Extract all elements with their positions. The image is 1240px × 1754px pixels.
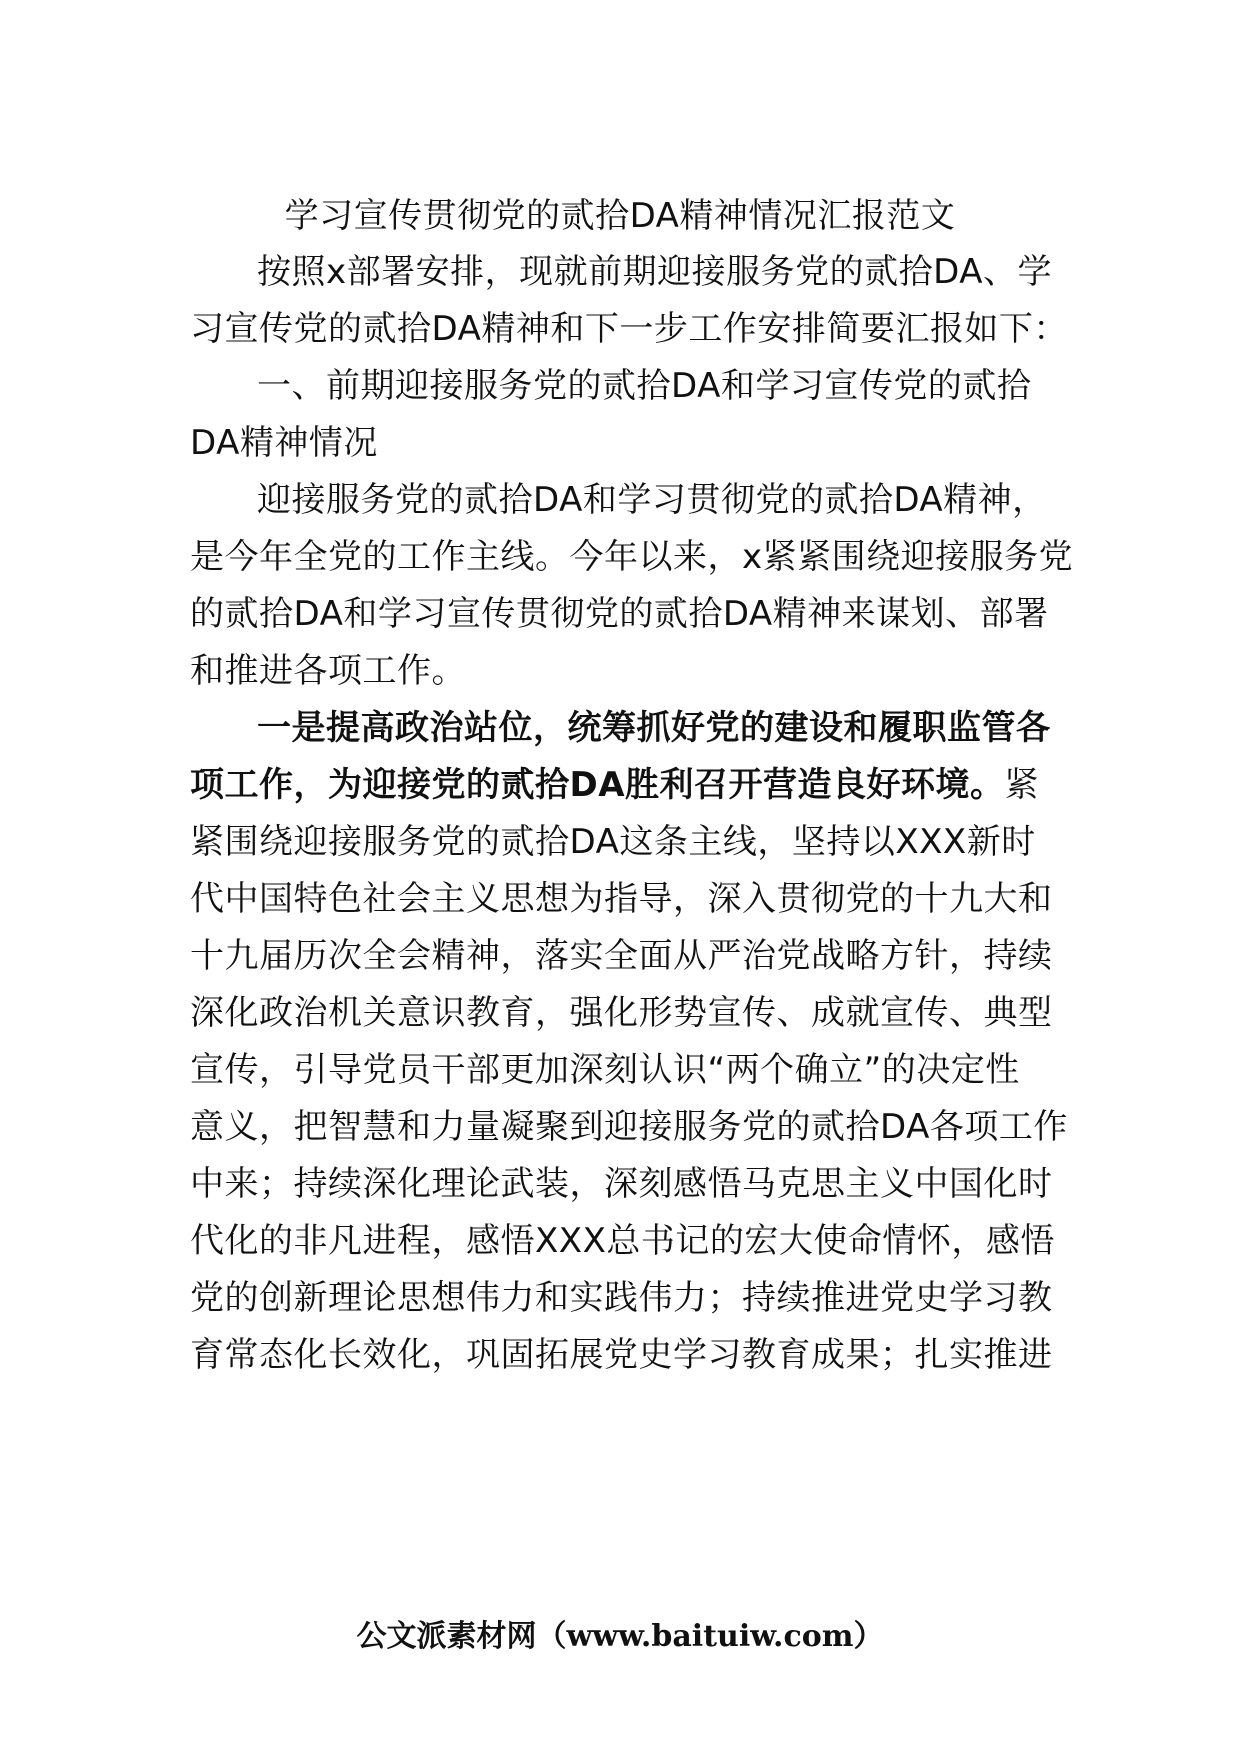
paragraph-line-14: 代化的非凡进程，感悟XXX总书记的宏大使命情怀，感悟 <box>190 1221 1055 1261</box>
footer-watermark: 公文派素材网（www.baituiw.com） <box>356 1619 884 1654</box>
paragraph-line-3: 迎接服务党的贰拾DA和学习贯彻党的贰拾DA精神， <box>257 480 1047 520</box>
normal-continuation: 紧 <box>1004 765 1040 805</box>
paragraph-line-1: 按照x部署安排，现就前期迎接服务党的贰拾DA、学 <box>257 252 1052 292</box>
paragraph-line-4: 是今年全党的工作主线。今年以来，x紧紧围绕迎接服务党 <box>190 537 1074 577</box>
paragraph-line-2: 习宣传党的贰拾DA精神和下一步工作安排简要汇报如下： <box>190 309 1068 349</box>
paragraph-line-15: 党的创新理论思想伟力和实践伟力；持续推进党史学习教 <box>190 1278 1053 1318</box>
document-title: 学习宣传贯彻党的贰拾DA精神情况汇报范文 <box>284 196 956 236</box>
paragraph-line-12: 意义，把智慧和力量凝聚到迎接服务党的贰拾DA各项工作 <box>190 1107 1068 1147</box>
paragraph-line-10: 深化政治机关意识教育，强化形势宣传、成就宣传、典型 <box>190 993 1053 1033</box>
bold-lead-line-2: 项工作，为迎接党的贰拾DA胜利召开营造良好环境。 <box>190 765 1005 805</box>
paragraph-line-6: 和推进各项工作。 <box>190 651 466 691</box>
mixed-line <box>190 757 1039 813</box>
paragraph-line-9: 十九届历次全会精神，落实全面从严治党战略方针，持续 <box>190 936 1053 976</box>
paragraph-line-16: 育常态化长效化，巩固拓展党史学习教育成果；扎实推进 <box>190 1335 1053 1375</box>
paragraph-line-13: 中来；持续深化理论武装，深刻感悟马克思主义中国化时 <box>190 1164 1053 1204</box>
paragraph-line-11: 宣传，引导党员干部更加深刻认识“两个确立”的决定性 <box>190 1050 1020 1090</box>
section-heading-line-2: DA精神情况 <box>190 423 378 463</box>
paragraph-line-8: 代中国特色社会主义思想为指导，深入贯彻党的十九大和 <box>190 879 1053 919</box>
paragraph-line-7: 紧围绕迎接服务党的贰拾DA这条主线，坚持以XXX新时 <box>190 822 1036 862</box>
paragraph-line-5: 的贰拾DA和学习宣传贯彻党的贰拾DA精神来谋划、部署 <box>190 594 1049 634</box>
bold-lead-line-1: 一是提高政治站位，统筹抓好党的建设和履职监管各 <box>257 708 1051 748</box>
section-heading-line-1: 一、前期迎接服务党的贰拾DA和学习宣传党的贰拾 <box>257 366 1032 406</box>
